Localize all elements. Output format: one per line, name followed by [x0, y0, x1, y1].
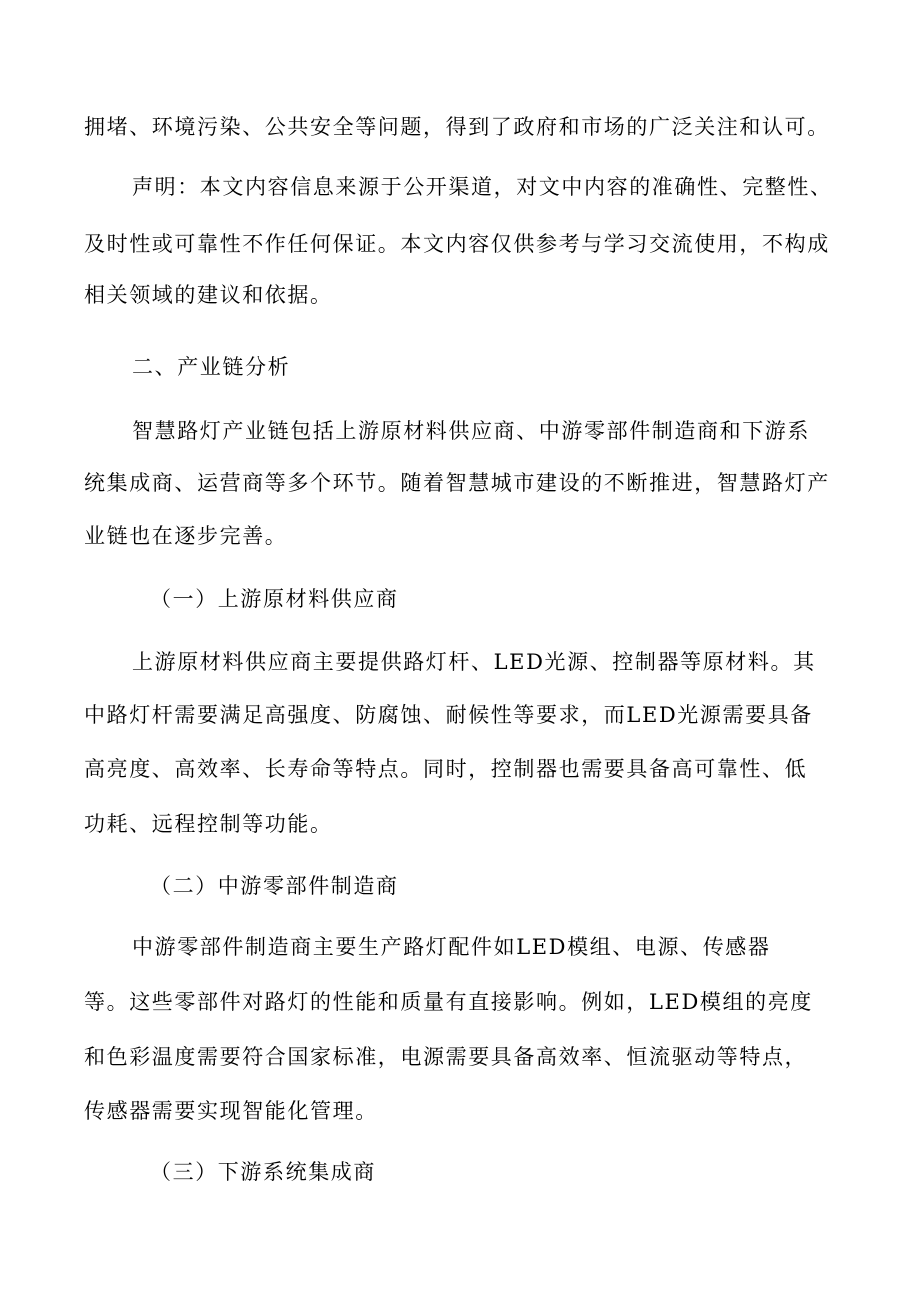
paragraph-line: 上游原材料供应商主要提供路灯杆、LED光源、控制器等原材料。其: [132, 650, 816, 674]
subsection-heading: （一）上游原材料供应商: [150, 587, 399, 611]
disclaimer-line: 声明：本文内容信息来源于公开渠道，对文中内容的准确性、完整性、: [132, 175, 833, 199]
disclaimer-line: 及时性或可靠性不作任何保证。本文内容仅供参考与学习交流使用，不构成: [84, 232, 830, 256]
subsection-heading: （二）中游零部件制造商: [150, 874, 399, 898]
paragraph-line: 智慧路灯产业链包括上游原材料供应商、中游零部件制造商和下游系: [132, 419, 810, 443]
subsection-heading: （三）下游系统集成商: [150, 1160, 376, 1184]
paragraph-line: 业链也在逐步完善。: [84, 524, 288, 548]
paragraph-line: 高亮度、高效率、长寿命等特点。同时，控制器也需要具备高可靠性、低: [84, 757, 808, 781]
disclaimer-line: 相关领域的建议和依据。: [84, 283, 333, 307]
paragraph-line: 等。这些零部件对路灯的性能和质量有直接影响。例如，LED模组的亮度: [84, 990, 813, 1014]
section-heading: 二、产业链分析: [132, 355, 291, 379]
paragraph-line: 拥堵、环境污染、公共安全等问题，得到了政府和市场的广泛关注和认可。: [84, 115, 830, 139]
paragraph-line: 和色彩温度需要符合国家标准，电源需要具备高效率、恒流驱动等特点，: [84, 1045, 808, 1069]
paragraph-line: 中游零部件制造商主要生产路灯配件如LED模组、电源、传感器: [132, 935, 771, 959]
paragraph-line: 传感器需要实现智能化管理。: [84, 1099, 378, 1123]
paragraph-line: 功耗、远程控制等功能。: [84, 812, 333, 836]
paragraph-line: 统集成商、运营商等多个环节。随着智慧城市建设的不断推进，智慧路灯产: [84, 471, 830, 495]
paragraph-line: 中路灯杆需要满足高强度、防腐蚀、耐候性等要求，而LED光源需要具备: [84, 703, 813, 727]
